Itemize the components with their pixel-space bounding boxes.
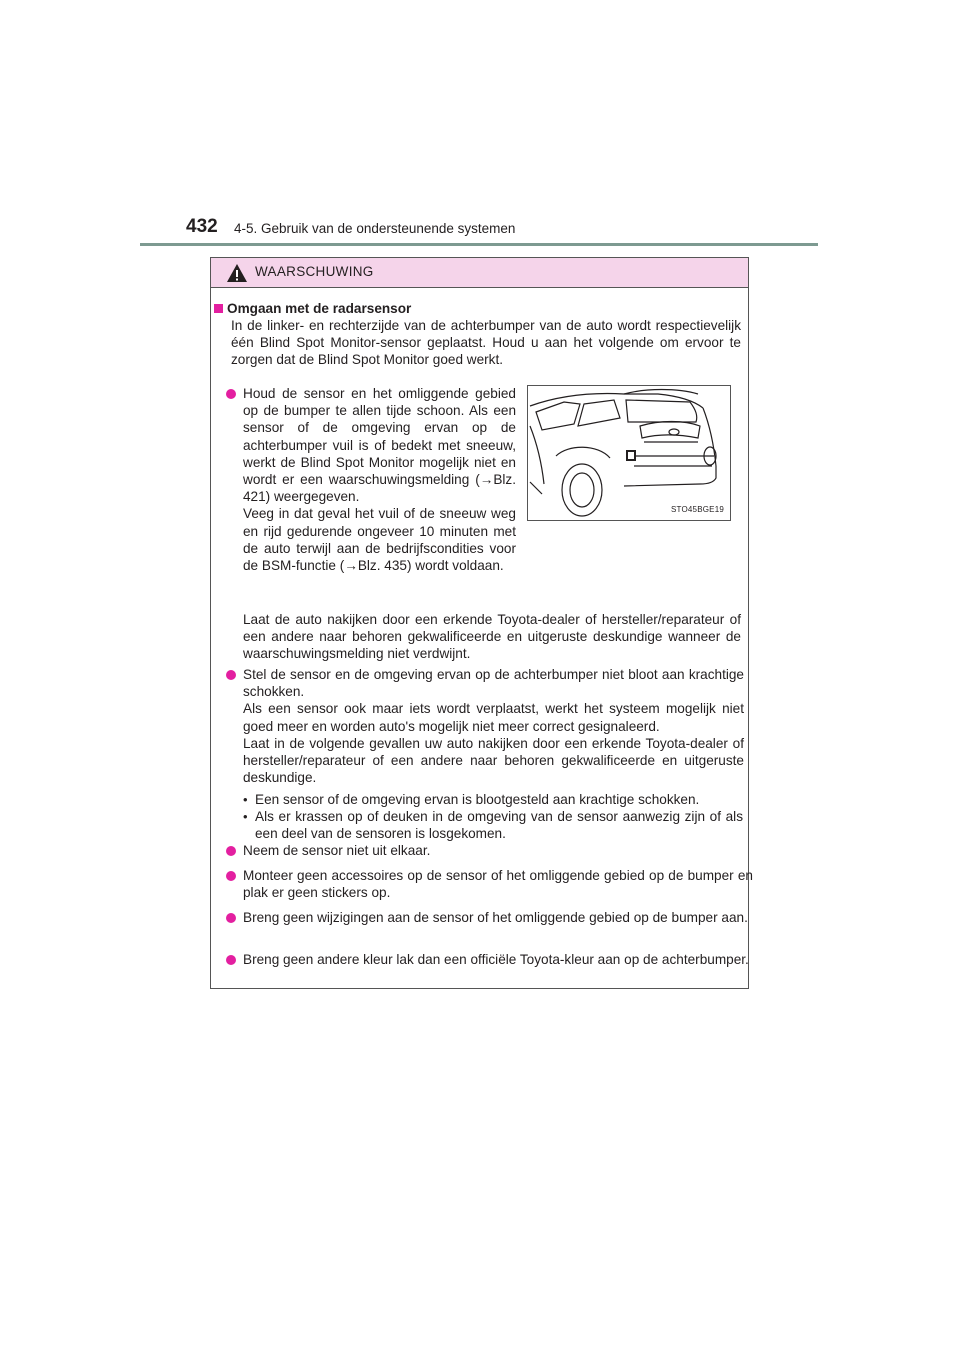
bullet-text: Monteer geen accessoires op de sensor of het omliggende gebied op de bumper en plak er geen stickers op. bbox=[243, 868, 753, 901]
bullet-text: Breng geen andere kleur lak dan een officiële Toyota-kleur aan op de achterbumper. bbox=[243, 952, 749, 967]
sub-bullet-item bbox=[243, 808, 743, 842]
page-number: 432 bbox=[186, 216, 218, 237]
warning-heading: Omgaan met de radarsensor bbox=[214, 300, 734, 317]
bullet-text: Houd de sensor en het omliggende gebied op de bumper te allen tijde schoon. Als een sensor of de omgeving ervan op de achterbumper vuil is of bedekt met sneeuw, werkt de Blind Spot Monitor mogelijk niet en wordt er een waarschuwingsmelding (→Blz. 421) weergegeven. bbox=[243, 386, 516, 505]
sub-bullet-text: Als er krassen op of deuken in de omgeving van de sensor aanwezig zijn of als een deel van de sensoren is losgekomen. bbox=[255, 809, 743, 842]
bullet-text: Breng geen wijzigingen aan de sensor of het omliggende gebied op de bumper aan. bbox=[243, 910, 748, 925]
bullet-item bbox=[243, 867, 753, 901]
bullet-text: Veeg in dat geval het vuil of de sneeuw weg en rijd gedurende ongeveer 10 minuten met de auto terwijl aan de bedrijfscondities voor de BSM-functie (→Blz. 435) wordt voldaan. bbox=[243, 506, 516, 574]
bullet-item bbox=[243, 909, 753, 926]
sub-bullet-icon: • bbox=[243, 792, 248, 807]
bullet-dot-icon bbox=[226, 846, 236, 856]
sub-bullet-icon: • bbox=[243, 809, 248, 824]
warning-header bbox=[211, 258, 748, 288]
bullet-dot-icon bbox=[226, 871, 236, 881]
bullet-text: Laat in de volgende gevallen uw auto nakijken door een erkende Toyota-dealer of hersteller/reparateur of een andere naar behoren gekwalificeerde en uitgeruste deskundige. bbox=[243, 735, 744, 786]
sub-bullet-item bbox=[243, 791, 743, 808]
bullet-item bbox=[243, 385, 516, 574]
bullet-dot-icon bbox=[226, 670, 236, 680]
bullet-item bbox=[243, 842, 753, 859]
warning-box bbox=[210, 257, 753, 989]
bullet-item bbox=[243, 666, 744, 786]
warning-title: WAARSCHUWING bbox=[255, 264, 374, 279]
sub-bullet-text: Een sensor of de omgeving ervan is blootgesteld aan krachtige schokken. bbox=[255, 792, 700, 807]
bullet-continuation: Laat de auto nakijken door een erkende Toyota-dealer of hersteller/reparateur of een andere naar behoren gekwalificeerde en uitgeruste deskundige wanneer de waarschuwingsmelding niet verdwijnt. bbox=[243, 612, 741, 662]
bullet-item bbox=[243, 951, 753, 968]
bullet-dot-icon bbox=[226, 955, 236, 965]
bullet-text: Neem de sensor niet uit elkaar. bbox=[243, 843, 431, 858]
section-title: 4-5. Gebruik van de ondersteunende systemen bbox=[234, 221, 516, 236]
bullet-text: Stel de sensor en de omgeving ervan op de achterbumper niet bloot aan krachtige schokken. bbox=[243, 667, 744, 700]
figure-code: STO45BGE19 bbox=[671, 504, 724, 514]
square-bullet-icon bbox=[214, 304, 223, 313]
bullet-dot-icon bbox=[226, 389, 236, 399]
car-rear-illustration bbox=[527, 385, 731, 521]
bullet-text: Als een sensor ook maar iets wordt verplaatst, werkt het systeem mogelijk niet goed meer en worden auto's mogelijk niet meer correct gesignaleerd. bbox=[243, 701, 744, 734]
bullet-dot-icon bbox=[226, 913, 236, 923]
header-rule bbox=[140, 243, 818, 246]
warning-triangle-icon bbox=[226, 263, 248, 283]
intro-paragraph: In de linker- en rechterzijde van de achterbumper van de auto wordt respectievelijk één Blind Spot Monitor-sensor geplaatst. Houd u aan het volgende om ervoor te zorgen dat de Blind Spot Monitor goed werkt. bbox=[231, 318, 741, 368]
